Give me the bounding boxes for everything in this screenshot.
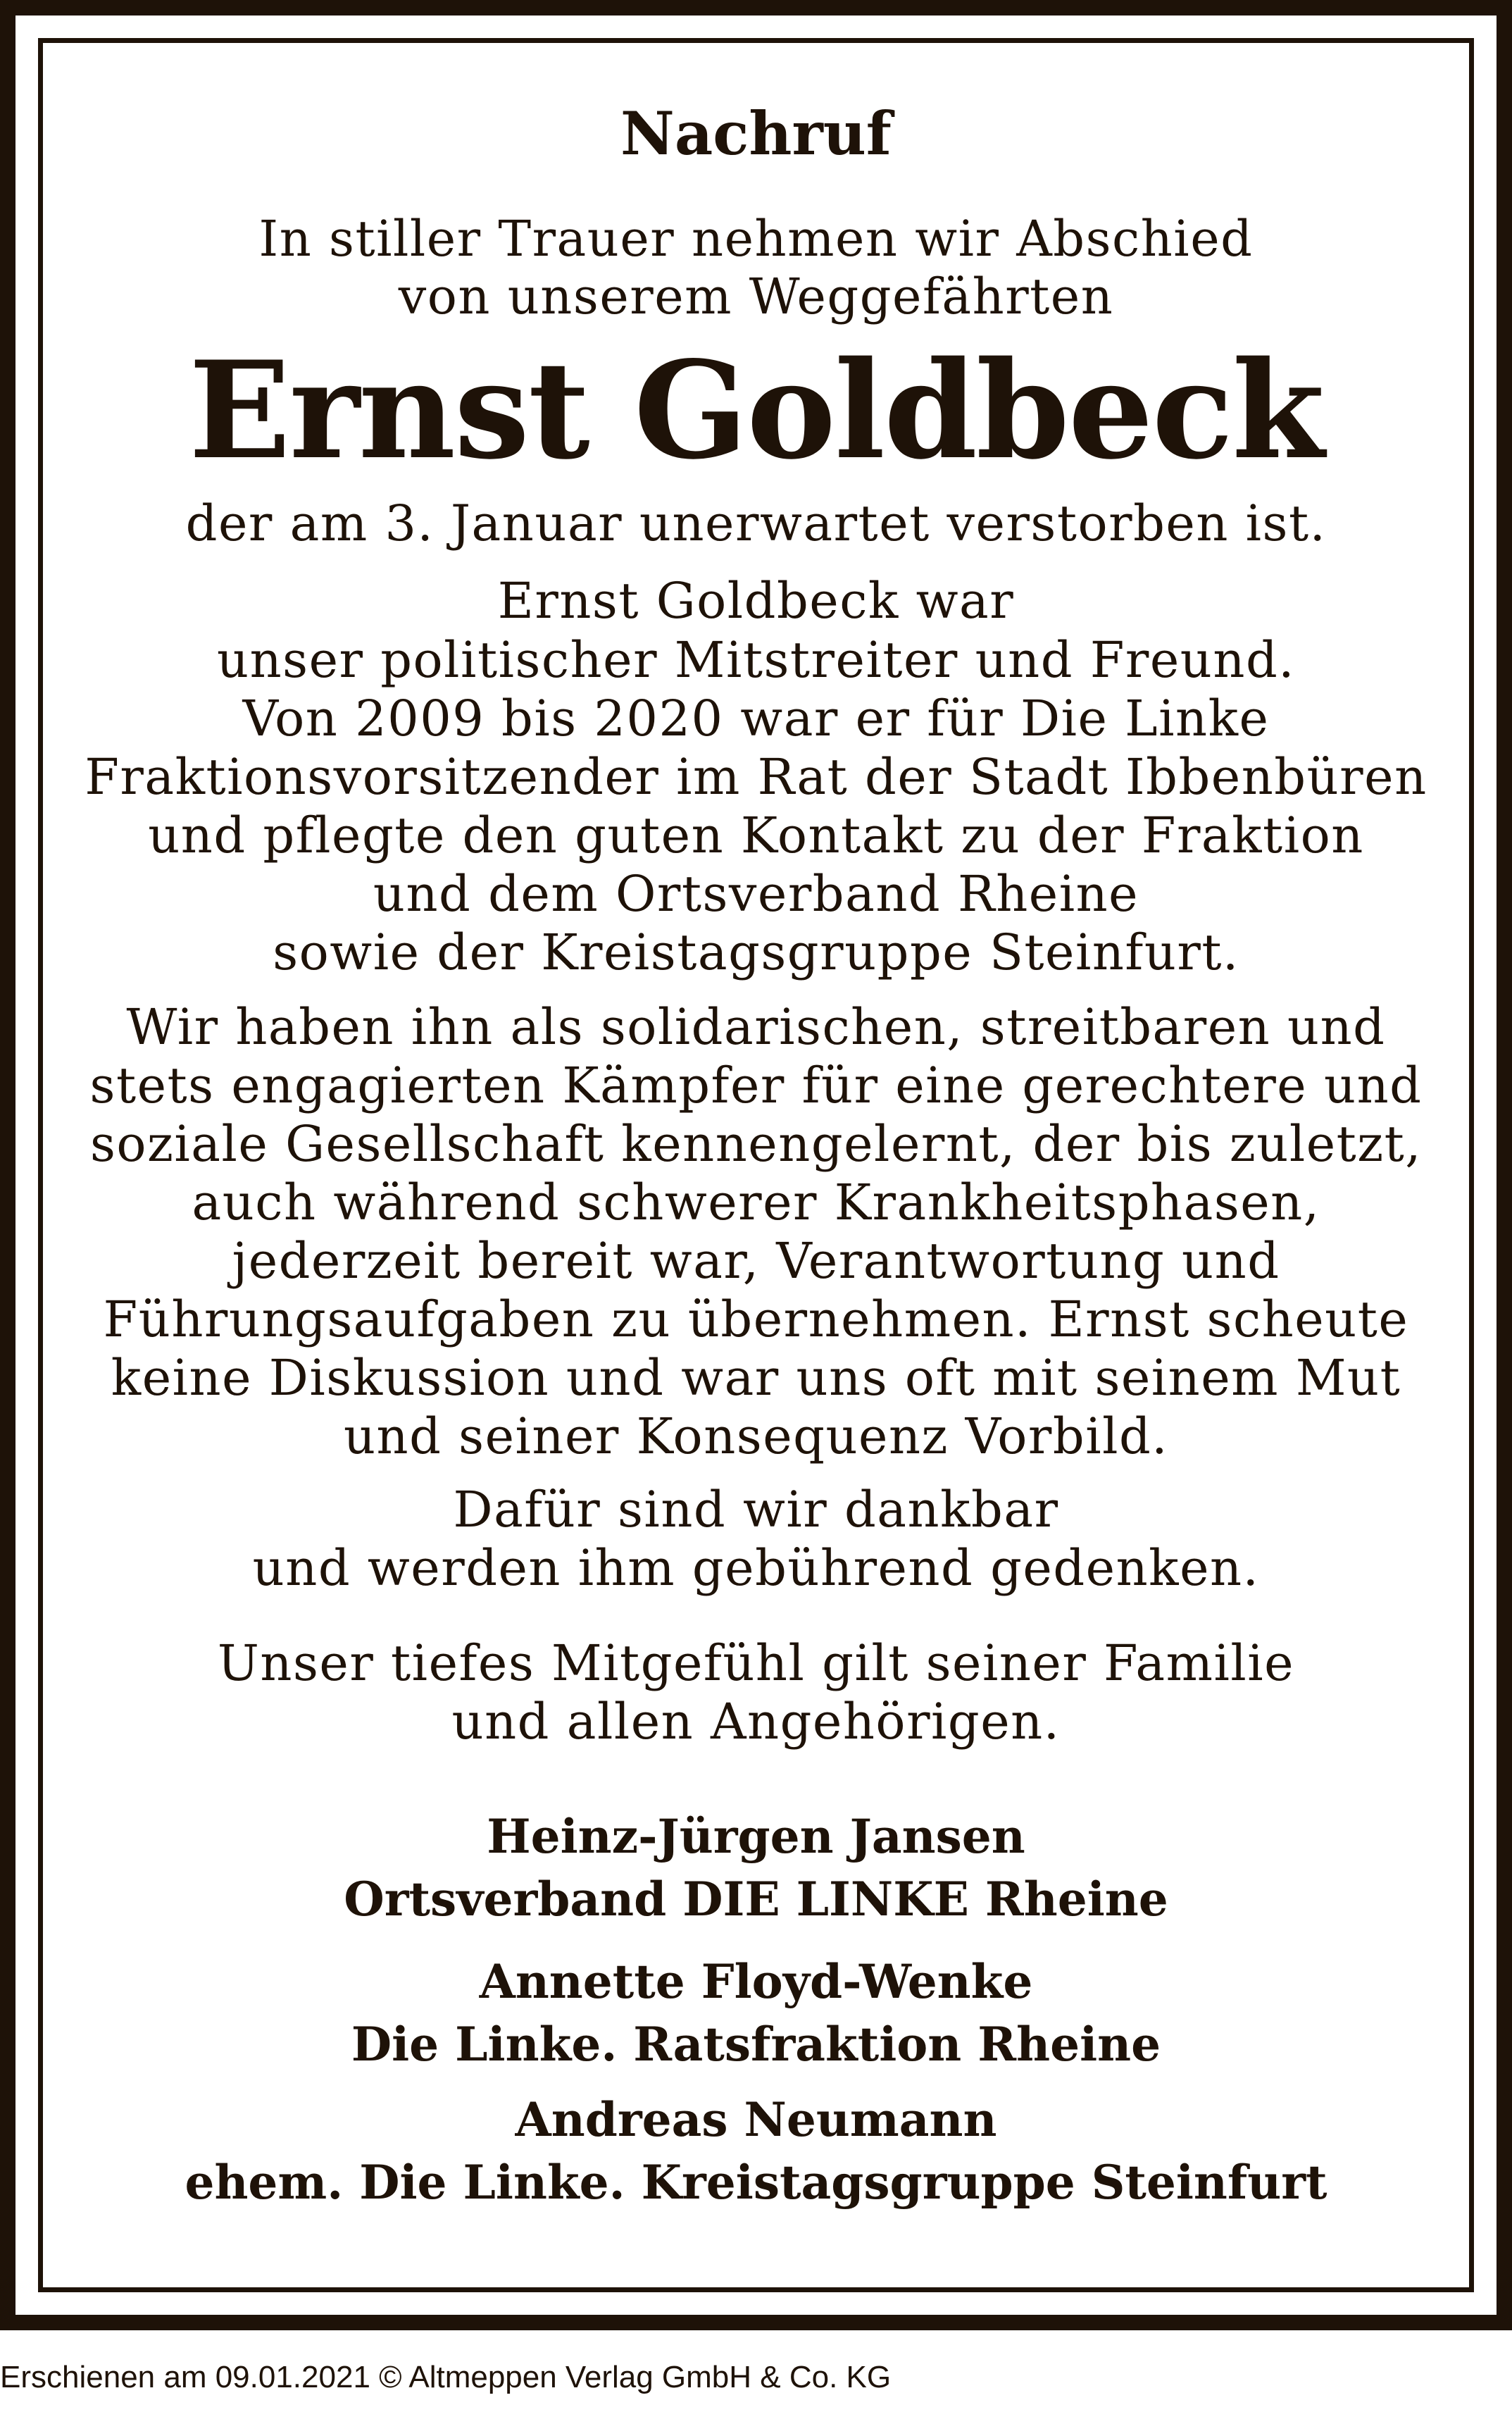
paragraph2-line-5: jederzeit bereit war, Verantwortung und [232,1232,1280,1290]
signatory-3-org: ehem. Die Linke. Kreistagsgruppe Steinfurt [185,2155,1327,2210]
paragraph3-line-2: und werden ihm gebührend gedenken. [252,1539,1260,1597]
deceased-name: Ernst Goldbeck [188,332,1324,489]
paragraph2-line-1: Wir haben ihn als solidarischen, streitbaren und [126,998,1386,1056]
death-line: der am 3. Januar unerwartet verstorben ist. [185,495,1327,552]
signatory-2-name: Annette Floyd-Wenke [479,1954,1033,2009]
paragraph4-line-1: Unser tiefes Mitgefühl gilt seiner Familie [217,1634,1295,1692]
paragraph1-line-2: unser politischer Mitstreiter und Freund. [216,631,1296,689]
paragraph1-line-4: Fraktionsvorsitzender im Rat der Stadt Ibbenbüren [85,748,1427,806]
paragraph2-line-6: Führungsaufgaben zu übernehmen. Ernst scheute [103,1291,1409,1348]
signatory-3-name: Andreas Neumann [515,2092,997,2147]
paragraph2-line-4: auch während schwerer Krankheitsphasen, [192,1174,1320,1231]
paragraph3-line-1: Dafür sind wir dankbar [453,1481,1059,1538]
signatory-1-name: Heinz-Jürgen Jansen [487,1809,1025,1864]
paragraph1-line-3: Von 2009 bis 2020 war er für Die Linke [242,690,1270,747]
paragraph1-line-1: Ernst Goldbeck war [497,572,1015,630]
signatory-1-org: Ortsverband DIE LINKE Rheine [344,1872,1168,1927]
paragraph1-line-6: und dem Ortsverband Rheine [373,865,1139,923]
paragraph2-line-8: und seiner Konsequenz Vorbild. [343,1407,1169,1465]
obituary-heading: Nachruf [620,99,892,168]
intro-line-1: In stiller Trauer nehmen wir Abschied [258,210,1254,268]
paragraph2-line-3: soziale Gesellschaft kennengelernt, der bis zuletzt, [89,1115,1423,1173]
paragraph1-line-7: sowie der Kreistagsgruppe Steinfurt. [273,924,1239,981]
paragraph1-line-5: und pflegte den guten Kontakt zu der Fraktion [148,807,1364,864]
intro-line-2: von unserem Weggefährten [398,268,1114,325]
paragraph4-line-2: und allen Angehörigen. [451,1693,1061,1751]
publication-footer: Erschienen am 09.01.2021 © Altmeppen Verlag GmbH & Co. KG [0,2360,892,2394]
signatory-2-org: Die Linke. Ratsfraktion Rheine [351,2017,1161,2072]
paragraph2-line-2: stets engagierten Kämpfer für eine gerechtere und [89,1057,1423,1114]
paragraph2-line-7: keine Diskussion und war uns oft mit seinem Mut [111,1349,1401,1407]
